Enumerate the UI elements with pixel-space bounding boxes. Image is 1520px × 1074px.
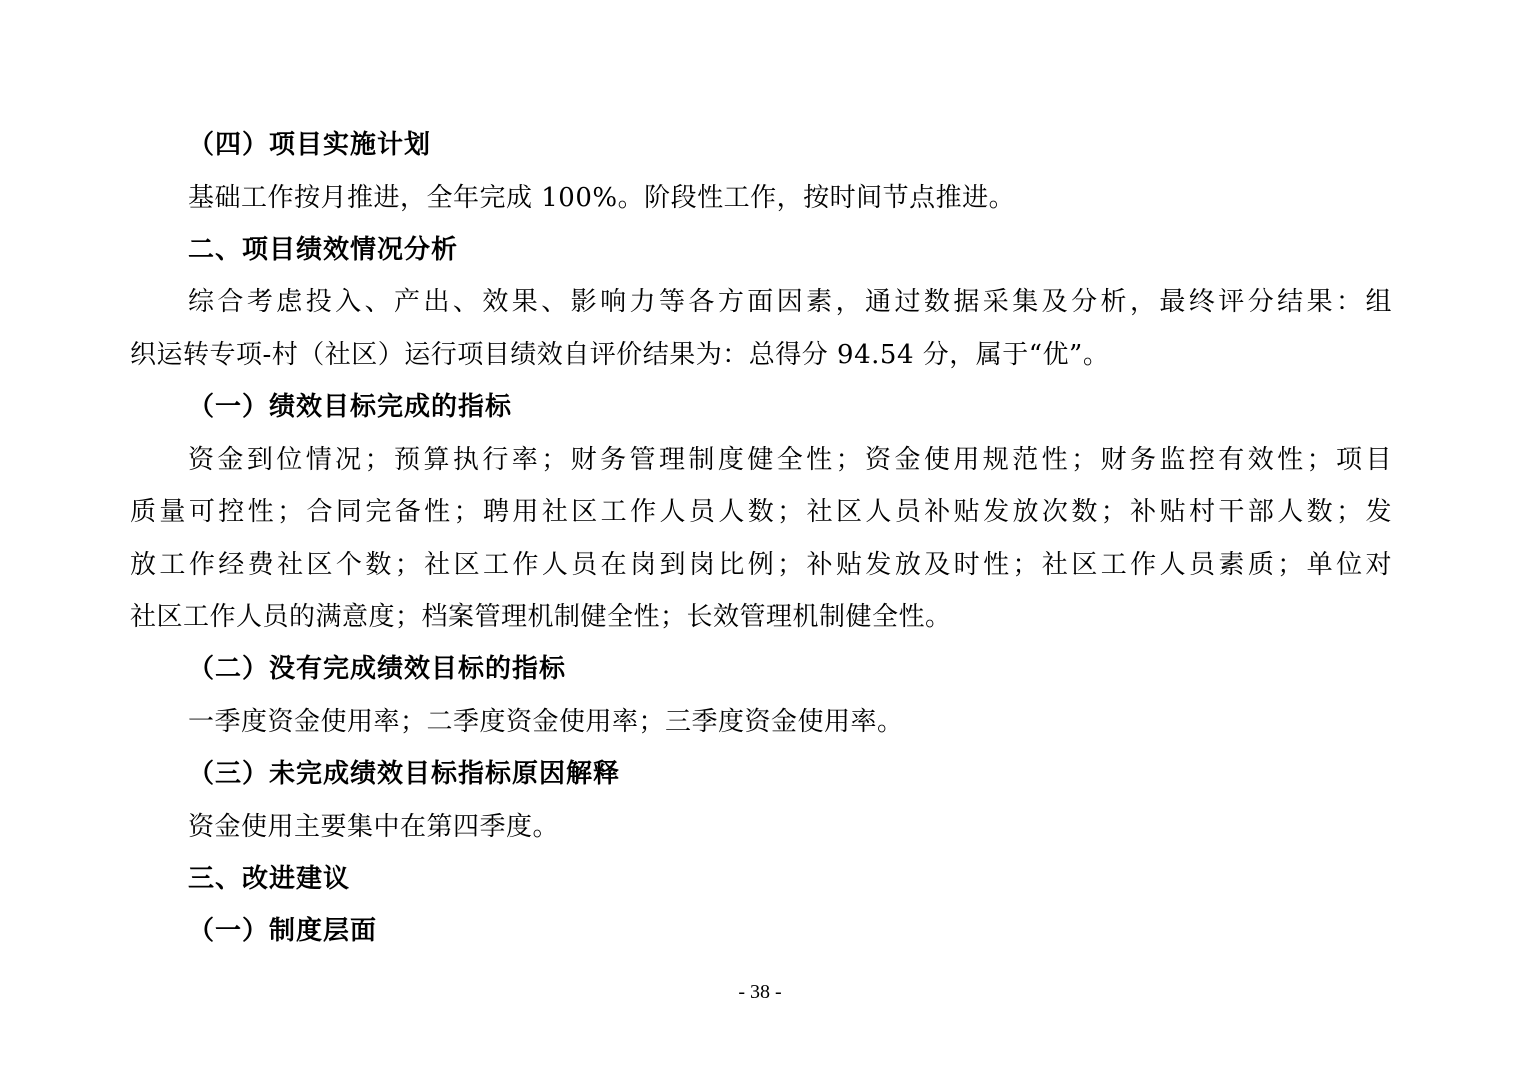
paragraph-completed-line-2: 质量可控性；合同完备性；聘用社区工作人员人数；社区人员补贴发放次数；补贴村干部人数；发 <box>130 497 1392 527</box>
paragraph-completed-line-4: 社区工作人员的满意度；档案管理机制健全性；长效管理机制健全性。 <box>130 602 952 632</box>
paragraph-implementation-plan: 基础工作按月推进，全年完成 100%。阶段性工作，按时间节点推进。 <box>188 183 1016 213</box>
heading-uncompleted-reason: （三）未完成绩效目标指标原因解释 <box>188 759 621 789</box>
heading-performance-analysis: 二、项目绩效情况分析 <box>188 235 459 265</box>
paragraph-analysis-line-1: 综合考虑投入、产出、效果、影响力等各方面因素，通过数据采集及分析，最终评分结果：组 <box>188 287 1392 317</box>
paragraph-uncompleted: 一季度资金使用率；二季度资金使用率；三季度资金使用率。 <box>188 707 904 737</box>
heading-system-level: （一）制度层面 <box>188 916 378 946</box>
page-number: - 38 - <box>738 981 782 1003</box>
heading-completed-indicators: （一）绩效目标完成的指标 <box>188 392 513 422</box>
heading-improvement-suggestions: 三、改进建议 <box>188 864 351 894</box>
paragraph-completed-line-3: 放工作经费社区个数；社区工作人员在岗到岗比例；补贴发放及时性；社区工作人员素质；单位对 <box>130 550 1392 580</box>
paragraph-completed-line-1: 资金到位情况；预算执行率；财务管理制度健全性；资金使用规范性；财务监控有效性；项目 <box>188 445 1392 475</box>
paragraph-uncompleted-reason: 资金使用主要集中在第四季度。 <box>188 812 560 842</box>
paragraph-analysis-line-2: 织运转专项-村（社区）运行项目绩效自评价结果为：总得分 94.54 分，属于“优”。 <box>130 340 1110 370</box>
heading-implementation-plan: （四）项目实施计划 <box>188 130 432 160</box>
heading-uncompleted-indicators: （二）没有完成绩效目标的指标 <box>188 654 567 684</box>
